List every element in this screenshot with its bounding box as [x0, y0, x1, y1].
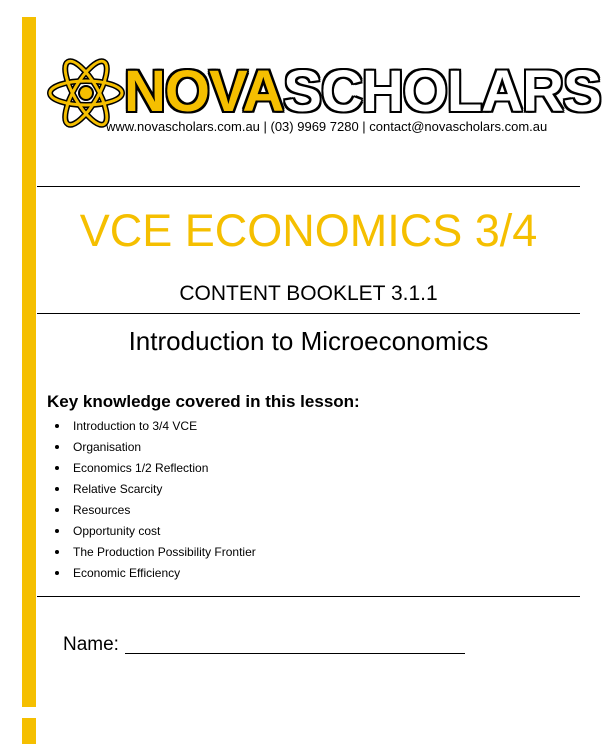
contact-line: www.novascholars.com.au | (03) 9969 7280 | contact@novascholars.com.au	[106, 119, 548, 134]
key-knowledge-list	[55, 418, 256, 586]
bullet-icon	[55, 508, 59, 512]
list-item: The Production Possibility Frontier	[55, 544, 256, 565]
brand-nova: NOVA	[124, 59, 284, 124]
subject-title: VCE ECONOMICS 3/4	[79, 205, 538, 256]
list-item: Economic Efficiency	[55, 565, 256, 586]
list-item: Economics 1/2 Reflection	[55, 460, 256, 481]
divider-top	[37, 186, 580, 187]
list-item: Resources	[55, 502, 256, 523]
bullet-icon	[55, 424, 59, 428]
brand-scholars: SCHOLARS	[283, 59, 601, 124]
divider-bottom	[37, 596, 580, 597]
topic-title: Introduction to Microeconomics	[128, 326, 489, 356]
list-item: Opportunity cost	[55, 523, 256, 544]
name-field-line[interactable]	[125, 653, 465, 654]
booklet-number: CONTENT BOOKLET 3.1.1	[179, 282, 438, 305]
list-item: Relative Scarcity	[55, 481, 256, 502]
key-knowledge-heading: Key knowledge covered in this lesson:	[47, 392, 360, 411]
name-label: Name:	[63, 634, 119, 655]
atom-icon	[46, 58, 126, 128]
list-item: Organisation	[55, 439, 256, 460]
bullet-icon	[55, 529, 59, 533]
bullet-icon	[55, 445, 59, 449]
list-item: Introduction to 3/4 VCE	[55, 418, 256, 439]
bullet-icon	[55, 571, 59, 575]
accent-side-bar-tail	[22, 718, 36, 744]
bullet-icon	[55, 550, 59, 554]
brand-wordmark	[124, 59, 601, 124]
accent-side-bar	[22, 17, 36, 707]
divider-middle	[37, 313, 580, 314]
bullet-icon	[55, 466, 59, 470]
bullet-icon	[55, 487, 59, 491]
